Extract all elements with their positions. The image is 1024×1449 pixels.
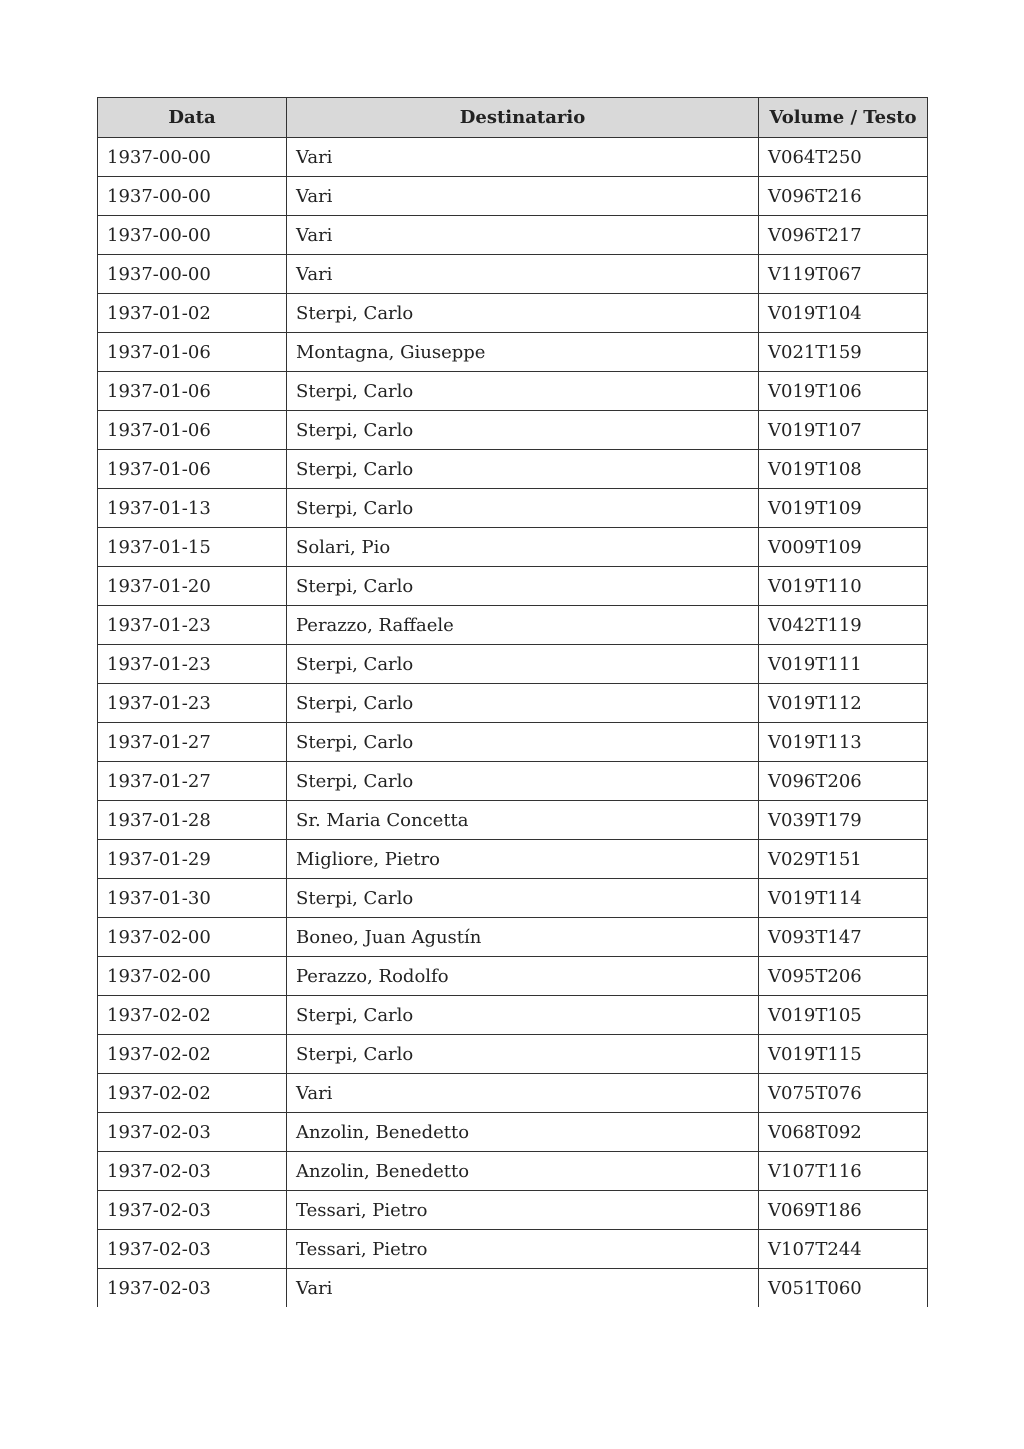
recipient-cell: Sterpi, Carlo <box>287 879 759 918</box>
recipient-cell: Anzolin, Benedetto <box>287 1113 759 1152</box>
table-row <box>98 918 928 957</box>
table-row <box>98 138 928 177</box>
recipient-cell: Sterpi, Carlo <box>287 411 759 450</box>
recipient-cell: Anzolin, Benedetto <box>287 1152 759 1191</box>
recipient-cell: Sterpi, Carlo <box>287 450 759 489</box>
recipient-cell: Solari, Pio <box>287 528 759 567</box>
volume-text-cell: V019T105 <box>759 996 928 1035</box>
date-cell: 1937-01-23 <box>98 684 287 723</box>
volume-text-cell: V019T111 <box>759 645 928 684</box>
volume-text-cell: V009T109 <box>759 528 928 567</box>
table-row <box>98 840 928 879</box>
volume-text-cell: V096T216 <box>759 177 928 216</box>
volume-text-cell: V019T106 <box>759 372 928 411</box>
volume-text-cell: V039T179 <box>759 801 928 840</box>
recipient-cell: Sterpi, Carlo <box>287 372 759 411</box>
date-cell: 1937-02-00 <box>98 957 287 996</box>
table-row <box>98 996 928 1035</box>
letters-table <box>97 97 928 1307</box>
date-cell: 1937-02-03 <box>98 1191 287 1230</box>
recipient-cell: Sterpi, Carlo <box>287 684 759 723</box>
volume-text-cell: V019T113 <box>759 723 928 762</box>
date-cell: 1937-01-23 <box>98 606 287 645</box>
volume-text-cell: V107T244 <box>759 1230 928 1269</box>
recipient-cell: Vari <box>287 1269 759 1308</box>
table-row <box>98 1074 928 1113</box>
table-row <box>98 372 928 411</box>
table-row <box>98 801 928 840</box>
table-body <box>98 138 928 1308</box>
date-cell: 1937-02-03 <box>98 1152 287 1191</box>
date-cell: 1937-01-13 <box>98 489 287 528</box>
date-cell: 1937-01-15 <box>98 528 287 567</box>
recipient-cell: Sterpi, Carlo <box>287 996 759 1035</box>
date-cell: 1937-02-02 <box>98 1074 287 1113</box>
volume-text-cell: V019T104 <box>759 294 928 333</box>
date-cell: 1937-02-03 <box>98 1230 287 1269</box>
volume-text-cell: V029T151 <box>759 840 928 879</box>
recipient-cell: Sr. Maria Concetta <box>287 801 759 840</box>
date-cell: 1937-01-02 <box>98 294 287 333</box>
volume-text-cell: V075T076 <box>759 1074 928 1113</box>
volume-text-cell: V021T159 <box>759 333 928 372</box>
volume-text-cell: V068T092 <box>759 1113 928 1152</box>
table-row <box>98 723 928 762</box>
table-row <box>98 684 928 723</box>
date-cell: 1937-01-30 <box>98 879 287 918</box>
volume-text-cell: V042T119 <box>759 606 928 645</box>
volume-text-cell: V019T107 <box>759 411 928 450</box>
table-row <box>98 333 928 372</box>
date-cell: 1937-01-06 <box>98 372 287 411</box>
table-row <box>98 294 928 333</box>
table-row <box>98 411 928 450</box>
volume-text-cell: V019T114 <box>759 879 928 918</box>
volume-text-cell: V119T067 <box>759 255 928 294</box>
table-header <box>98 98 928 138</box>
date-cell: 1937-01-28 <box>98 801 287 840</box>
date-cell: 1937-01-27 <box>98 723 287 762</box>
table-row <box>98 1230 928 1269</box>
volume-text-cell: V019T108 <box>759 450 928 489</box>
header-row <box>98 98 928 138</box>
volume-text-cell: V064T250 <box>759 138 928 177</box>
volume-text-cell: V051T060 <box>759 1269 928 1308</box>
header-recipient: Destinatario <box>287 98 759 138</box>
volume-text-cell: V093T147 <box>759 918 928 957</box>
recipient-cell: Tessari, Pietro <box>287 1230 759 1269</box>
header-date: Data <box>98 98 287 138</box>
table-row <box>98 1269 928 1308</box>
table-row <box>98 528 928 567</box>
date-cell: 1937-00-00 <box>98 177 287 216</box>
date-cell: 1937-02-03 <box>98 1269 287 1308</box>
recipient-cell: Migliore, Pietro <box>287 840 759 879</box>
table-row <box>98 255 928 294</box>
recipient-cell: Vari <box>287 255 759 294</box>
volume-text-cell: V096T206 <box>759 762 928 801</box>
volume-text-cell: V069T186 <box>759 1191 928 1230</box>
table-row <box>98 450 928 489</box>
table-row <box>98 567 928 606</box>
recipient-cell: Sterpi, Carlo <box>287 1035 759 1074</box>
volume-text-cell: V095T206 <box>759 957 928 996</box>
date-cell: 1937-02-02 <box>98 1035 287 1074</box>
date-cell: 1937-02-00 <box>98 918 287 957</box>
recipient-cell: Sterpi, Carlo <box>287 489 759 528</box>
recipient-cell: Montagna, Giuseppe <box>287 333 759 372</box>
recipient-cell: Tessari, Pietro <box>287 1191 759 1230</box>
recipient-cell: Boneo, Juan Agustín <box>287 918 759 957</box>
recipient-cell: Sterpi, Carlo <box>287 294 759 333</box>
volume-text-cell: V107T116 <box>759 1152 928 1191</box>
table-row <box>98 879 928 918</box>
recipient-cell: Vari <box>287 138 759 177</box>
table-row <box>98 957 928 996</box>
volume-text-cell: V019T115 <box>759 1035 928 1074</box>
date-cell: 1937-00-00 <box>98 255 287 294</box>
table-row <box>98 1035 928 1074</box>
table-row <box>98 1191 928 1230</box>
date-cell: 1937-01-20 <box>98 567 287 606</box>
recipient-cell: Perazzo, Rodolfo <box>287 957 759 996</box>
table-row <box>98 1152 928 1191</box>
date-cell: 1937-02-02 <box>98 996 287 1035</box>
date-cell: 1937-00-00 <box>98 138 287 177</box>
recipient-cell: Sterpi, Carlo <box>287 723 759 762</box>
recipient-cell: Sterpi, Carlo <box>287 645 759 684</box>
volume-text-cell: V019T110 <box>759 567 928 606</box>
date-cell: 1937-01-27 <box>98 762 287 801</box>
header-volume-text: Volume / Testo <box>759 98 928 138</box>
table-row <box>98 1113 928 1152</box>
table-row <box>98 762 928 801</box>
recipient-cell: Sterpi, Carlo <box>287 567 759 606</box>
table-row <box>98 645 928 684</box>
volume-text-cell: V019T109 <box>759 489 928 528</box>
recipient-cell: Vari <box>287 177 759 216</box>
date-cell: 1937-01-06 <box>98 411 287 450</box>
date-cell: 1937-01-06 <box>98 450 287 489</box>
volume-text-cell: V019T112 <box>759 684 928 723</box>
recipient-cell: Perazzo, Raffaele <box>287 606 759 645</box>
date-cell: 1937-00-00 <box>98 216 287 255</box>
recipient-cell: Vari <box>287 216 759 255</box>
table-row <box>98 177 928 216</box>
table-row <box>98 606 928 645</box>
date-cell: 1937-01-23 <box>98 645 287 684</box>
table-row <box>98 489 928 528</box>
date-cell: 1937-02-03 <box>98 1113 287 1152</box>
recipient-cell: Vari <box>287 1074 759 1113</box>
date-cell: 1937-01-06 <box>98 333 287 372</box>
recipient-cell: Sterpi, Carlo <box>287 762 759 801</box>
date-cell: 1937-01-29 <box>98 840 287 879</box>
table-row <box>98 216 928 255</box>
volume-text-cell: V096T217 <box>759 216 928 255</box>
